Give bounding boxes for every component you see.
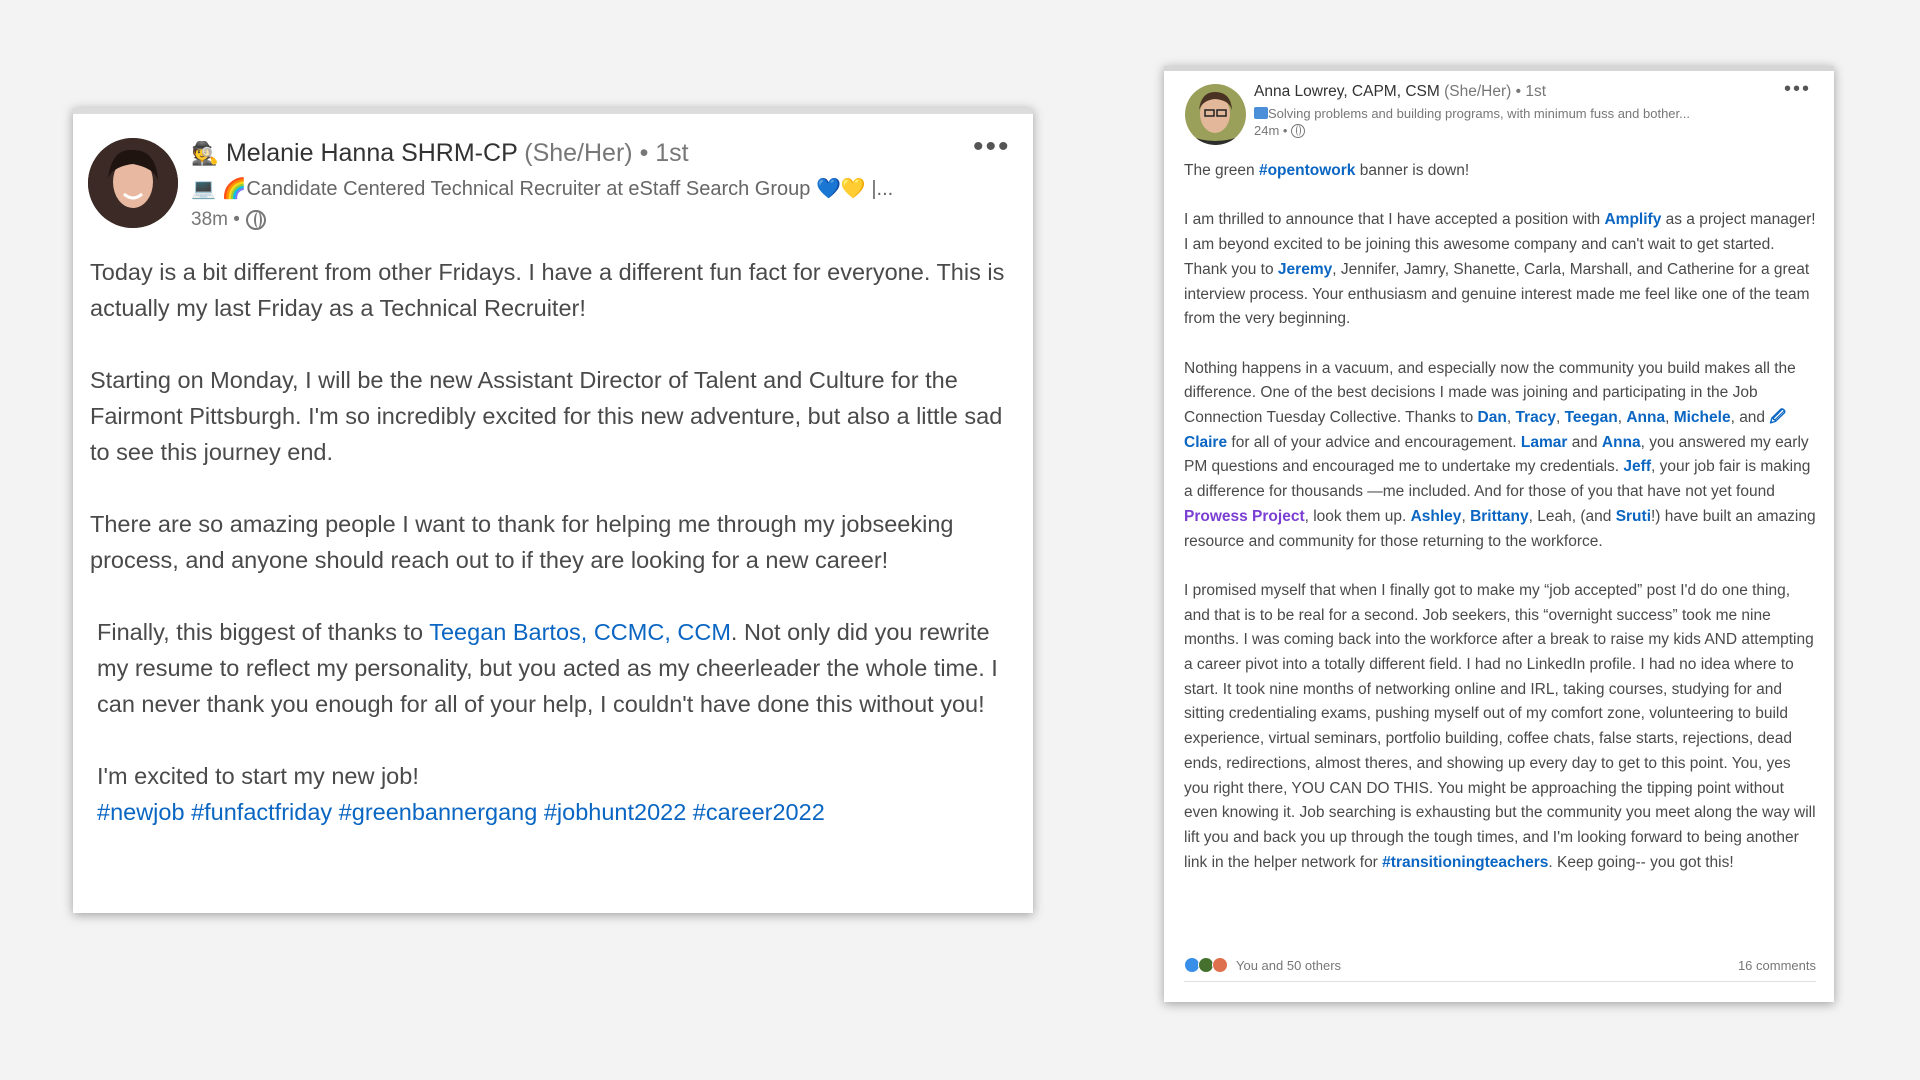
author-headline: 💻 🌈Candidate Centered Technical Recruiter at eStaff Search Group 💙💛 |... <box>191 178 894 200</box>
mention-claire[interactable]: 🖉 Claire <box>1184 409 1786 451</box>
author-name[interactable]: Anna Lowrey, CAPM, CSM <box>1254 83 1440 100</box>
mention-teegan[interactable]: Teegan Bartos, CCMC, CCM <box>429 619 731 645</box>
paragraph-4 <box>1184 579 1816 875</box>
post-time <box>191 209 1011 231</box>
mention-anna[interactable]: Anna <box>1626 409 1666 426</box>
reactions-summary[interactable] <box>1184 957 1341 973</box>
paragraph-4-text-b: . Not only did you rewrite my resume to reflect my personality, but you acted as my cheerleader the whole time. I can never thank you enough for all of your help, I couldn't have done this without you! <box>97 619 998 717</box>
text: Nothing happens in a vacuum, and especially now the community you build makes all the difference. One of the best decisions I made was joining and participating in the Job Connection Tuesday Collective. Thanks to <box>1184 359 1796 426</box>
text: , you answered my early PM questions and encouraged me to undertake my credentials. <box>1184 433 1809 476</box>
paragraph-4-text-a: Finally, this biggest of thanks to <box>97 619 430 645</box>
more-options-button[interactable]: ••• <box>1784 78 1812 100</box>
mention-michele[interactable]: Michele <box>1673 409 1731 426</box>
mention-anna-2[interactable]: Anna <box>1601 433 1641 451</box>
text: for all of your advice and encouragement. <box>1227 433 1521 451</box>
mention-ashley[interactable]: Ashley <box>1410 507 1462 525</box>
globe-icon <box>1291 124 1305 138</box>
hashtag-opentowork[interactable]: #opentowork <box>1258 162 1356 179</box>
author-row <box>1254 83 1774 101</box>
text: , look them up. <box>1304 507 1411 525</box>
avatar-image <box>1185 84 1246 145</box>
paragraph-4 <box>90 614 1020 722</box>
detective-icon: 🕵 <box>191 141 220 166</box>
author-row <box>191 139 1011 168</box>
post-body <box>1184 159 1816 875</box>
globe-icon <box>246 210 266 230</box>
avatar[interactable] <box>1185 84 1246 145</box>
social-counts <box>1184 957 1816 982</box>
text: I promised myself that when I finally got to make my “job accepted” post I'd do one thing, and that is to be real for a second. Job seekers, this “overnight success” took me nine months. I was coming back into the workforce after a break to raise my kids AND attempting a career pivot into a totally different field. I had no LinkedIn profile. I had no idea where to start. It took nine months of networking online and IRL, taking courses, studying for and sitting credentialing exams, pushing myself out of my comfort zone, volunteering to build experience, virtual seminars, portfolio building, coffee chats, false starts, rejections, dead ends, redirections, almost theres, and showing up every day to get to this point. You, yes you right there, YOU CAN DO THIS. You might be approaching the tipping point without even knowing it. Job searching is exhausting but the community you meet along the way will lift you and back you up through the tough times, and I'm looking forward to being another link in the helper network for <box>1184 581 1816 871</box>
hashtag-transitioningteachers[interactable]: #transitioningteachers <box>1382 853 1549 871</box>
mention-tracy[interactable]: Tracy <box>1515 409 1556 426</box>
post-timestamp: 38m • <box>191 209 240 230</box>
paragraph-2: Starting on Monday, I will be the new Assistant Director of Talent and Culture for the Fairmont Pittsburgh. I'm so incredibly excited for this new adventure, but also a little sad to see this journey end. <box>90 367 1003 465</box>
mention-jeff[interactable]: Jeff <box>1623 458 1651 476</box>
paragraph-5: I'm excited to start my new job! <box>97 763 419 789</box>
connection-degree: • 1st <box>1515 83 1547 100</box>
mention-lamar[interactable]: Lamar <box>1520 433 1568 451</box>
paragraph-1: Today is a bit different from other Fridays. I have a different fun fact for everyone. This is actually my last Friday as a Technical Recruiter! <box>90 259 1005 321</box>
author-pronouns: (She/Her) <box>524 139 633 167</box>
avatar[interactable] <box>88 138 178 228</box>
mention-sruti[interactable]: Sruti <box>1615 507 1651 525</box>
author-headline: Solving problems and building programs, with minimum fuss and bother... <box>1268 106 1690 121</box>
text: , Jennifer, Jamry, Shanette, Carla, Marshall, and Catherine for a great interview process. Your enthusiasm and genuine interest made me feel like one of the team from the very beginning. <box>1184 260 1810 328</box>
text: I am thrilled to announce that I have accepted a position with <box>1184 211 1605 229</box>
comments-count[interactable]: 16 comments <box>1737 957 1816 973</box>
post-time <box>1254 123 1774 138</box>
post-body <box>90 254 1020 830</box>
text: . Keep going-- you got this! <box>1548 853 1734 871</box>
headline-badge-icon <box>1254 107 1268 119</box>
text: as a project manager! I am beyond excited to be joining this awesome company and can't wait to get started. Thank you to <box>1184 211 1816 278</box>
avatar-image <box>88 138 178 228</box>
mention-dan[interactable]: Dan <box>1477 409 1507 426</box>
hashtags[interactable]: #newjob #funfactfriday #greenbannergang #jobhunt2022 #career2022 <box>97 799 825 825</box>
mention-jeremy[interactable]: Jeremy <box>1277 260 1333 278</box>
post-header <box>1254 83 1774 138</box>
mention-brittany[interactable]: Brittany <box>1470 507 1529 525</box>
author-name[interactable]: Melanie Hanna SHRM-CP <box>225 139 518 167</box>
author-headline-row <box>1254 106 1774 121</box>
more-options-button[interactable]: ••• <box>973 130 1011 163</box>
post-header <box>191 139 1011 231</box>
reactions-count: You and 50 others <box>1236 957 1342 973</box>
text: !) have built an amazing resource and community for those returning to the workforce. <box>1184 507 1816 550</box>
mention-prowess-project[interactable]: Prowess Project <box>1184 507 1305 525</box>
paragraph-3: There are so amazing people I want to thank for helping me through my jobseeking process, and anyone should reach out to if they are looking for a new career! <box>90 511 954 573</box>
paragraph-3: Nothing happens in a vacuum, and especially now the community you build makes all the difference. One of the best decisions I made was joining and participating in the Job Connection Tuesday Collective. Thanks to Dan, Tracy, Teegan, Anna, Michele, and 🖉 Claire for all of your advice and encouragement. Lamar and Anna, you answered my early PM questions and encouraged me to undertake my credentials. Jeff, your job fair is making a difference for thousands —me included. And for those of you that have not yet found Prowess Project, look them up. Ashley, Brittany, Leah, (and Sruti!) have built an amazing resource and community for those returning to the workforce. <box>1184 359 1816 550</box>
text: The green <box>1184 162 1259 179</box>
connection-degree: • 1st <box>639 139 689 167</box>
author-pronouns: (She/Her) <box>1444 83 1512 100</box>
mention-teegan[interactable]: Teegan <box>1564 409 1618 426</box>
love-reaction-icon <box>1212 957 1228 973</box>
paragraph-1 <box>1184 159 1816 184</box>
text: , your job fair is making a difference for thousands —me included. And for those of you that have not yet found <box>1184 458 1811 501</box>
text: , Leah, (and <box>1528 507 1616 525</box>
post-card-anna <box>1164 66 1834 1002</box>
post-timestamp: 24m • <box>1254 123 1288 138</box>
text: banner is down! <box>1355 162 1470 179</box>
mention-amplify[interactable]: Amplify <box>1604 211 1662 229</box>
paragraph-2 <box>1184 208 1816 332</box>
post-card-melanie <box>73 108 1033 913</box>
